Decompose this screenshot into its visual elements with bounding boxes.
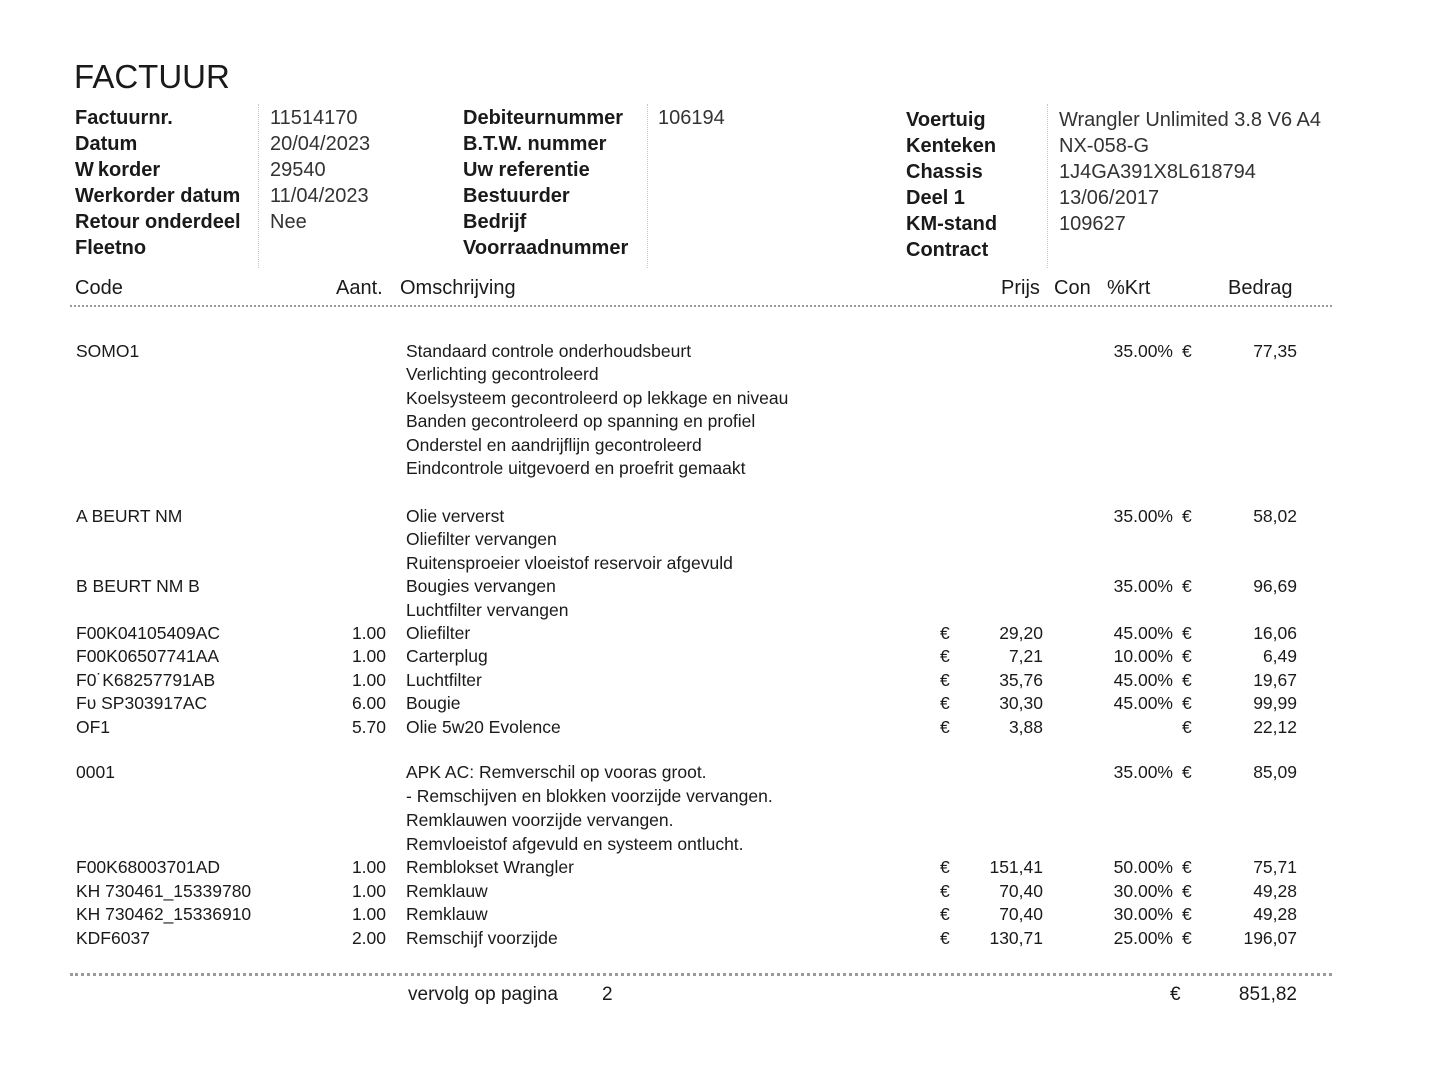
table-row — [0, 760, 1440, 784]
line-price: 70,40 — [999, 881, 1043, 901]
line-description: Koelsysteem gecontroleerd op lekkage en niveau — [406, 388, 789, 408]
line-quantity: 1.00 — [351, 904, 386, 924]
line-description: Remklauw — [406, 881, 488, 901]
line-discount-percent: 25.00% — [1113, 928, 1173, 948]
line-description: Standaard controle onderhoudsbeurt — [406, 341, 692, 361]
return-part: Nee — [270, 211, 307, 233]
invoice-number: 11514170 — [270, 107, 358, 129]
euro-sign: € — [940, 670, 950, 690]
line-amount: 16,06 — [1253, 623, 1297, 643]
table-row — [0, 855, 1440, 879]
header-separator — [1047, 104, 1048, 268]
euro-sign: € — [940, 857, 950, 877]
line-amount: 22,12 — [1253, 717, 1297, 737]
line-discount-percent: 50.00% — [1113, 857, 1173, 877]
your-reference — [658, 157, 725, 183]
euro-sign: € — [940, 693, 950, 713]
euro-sign: € — [1182, 623, 1192, 643]
table-row — [0, 644, 1440, 668]
line-discount-percent: 45.00% — [1113, 623, 1173, 643]
line-description: Bougie — [406, 693, 461, 713]
line-code: OF1 — [76, 717, 111, 737]
table-row — [0, 504, 1440, 528]
line-code: F0˙K68257791AB — [76, 670, 216, 690]
table-row — [0, 527, 1440, 551]
table-row — [0, 386, 1440, 410]
line-price: 29,20 — [999, 623, 1043, 643]
line-amount: 96,69 — [1253, 576, 1297, 596]
header-label: W korder — [75, 159, 161, 181]
fleet-number — [270, 235, 370, 261]
line-code: F00K04105409AC — [76, 623, 220, 643]
header-label: Factuurnr. — [75, 107, 173, 129]
column-header-krt: %Krt — [1107, 277, 1151, 299]
table-row — [0, 551, 1440, 575]
line-description: Remvloeistof afgevuld en systeem ontlucht. — [406, 834, 744, 854]
line-code: SOMO1 — [76, 341, 140, 361]
line-description: Eindcontrole uitgevoerd en proefrit gemaakt — [406, 458, 746, 478]
table-row — [0, 433, 1440, 457]
header-label: Bestuurder — [463, 185, 570, 207]
euro-sign: € — [1182, 904, 1192, 924]
euro-sign: € — [1182, 928, 1192, 948]
line-amount: 85,09 — [1253, 762, 1297, 782]
table-row — [0, 621, 1440, 645]
line-amount: 49,28 — [1253, 881, 1297, 901]
line-description: Olie 5w20 Evolence — [406, 717, 561, 737]
header-separator — [258, 104, 259, 268]
vehicle: Wrangler Unlimited 3.8 V6 A4 — [1059, 109, 1321, 131]
column-header-quantity: Aant. — [336, 277, 383, 299]
line-price: 35,76 — [999, 670, 1043, 690]
line-discount-percent: 30.00% — [1113, 881, 1173, 901]
next-page-number: 2 — [602, 984, 613, 1005]
line-discount-percent: 35.00% — [1113, 762, 1173, 782]
table-row — [0, 409, 1440, 433]
line-price: 151,41 — [989, 857, 1043, 877]
line-description: APK AC: Remverschil op vooras groot. — [406, 762, 707, 782]
line-description: Luchtfilter vervangen — [406, 600, 569, 620]
table-row — [0, 362, 1440, 386]
euro-sign: € — [940, 646, 950, 666]
table-row — [0, 574, 1440, 598]
part-1-date: 13/06/2017 — [1059, 187, 1160, 209]
line-amount: 6,49 — [1262, 646, 1297, 666]
header-label: Deel 1 — [906, 187, 965, 209]
line-description: Remklauw — [406, 904, 488, 924]
line-quantity: 5.70 — [351, 717, 386, 737]
table-row — [0, 691, 1440, 715]
header-left-labels — [75, 105, 241, 261]
debtor-number: 106194 — [658, 107, 725, 129]
column-header-code: Code — [75, 277, 123, 299]
line-amount: 99,99 — [1253, 693, 1297, 713]
line-code: A BEURT NM — [76, 506, 183, 526]
line-description: Oliefilter — [406, 623, 471, 643]
driver — [658, 183, 725, 209]
continued-label: vervolg op pagina — [408, 984, 558, 1005]
table-row — [0, 808, 1440, 832]
line-discount-percent: 30.00% — [1113, 904, 1173, 924]
line-code: Fᴜ SP303917AC — [76, 693, 208, 713]
line-discount-percent: 45.00% — [1113, 693, 1173, 713]
euro-sign: € — [1182, 646, 1192, 666]
table-row — [0, 456, 1440, 480]
table-row — [0, 879, 1440, 903]
line-price: 130,71 — [989, 928, 1043, 948]
line-quantity: 1.00 — [351, 670, 386, 690]
table-row — [0, 668, 1440, 692]
header-label: KM-stand — [906, 213, 998, 235]
line-discount-percent: 35.00% — [1113, 576, 1173, 596]
header-label: Kenteken — [906, 135, 997, 157]
invoice-date: 20/04/2023 — [270, 133, 371, 155]
line-description: - Remschijven en blokken voorzijde vervangen. — [406, 786, 773, 806]
line-amount: 49,28 — [1253, 904, 1297, 924]
line-code: 0001 — [76, 762, 115, 782]
euro-sign: € — [940, 717, 950, 737]
line-description: Verlichting gecontroleerd — [406, 364, 599, 384]
chassis-number: 1J4GA391X8L618794 — [1059, 161, 1256, 183]
invoice-title: FACTUUR — [74, 58, 230, 95]
euro-sign: € — [1182, 857, 1192, 877]
header-label: Chassis — [906, 161, 983, 183]
line-quantity: 1.00 — [351, 623, 386, 643]
line-amount: 58,02 — [1253, 506, 1297, 526]
line-quantity: 6.00 — [351, 693, 386, 713]
euro-sign: € — [1182, 881, 1192, 901]
line-amount: 75,71 — [1253, 857, 1297, 877]
line-description: Luchtfilter — [406, 670, 482, 690]
header-label: Werkorder datum — [75, 185, 241, 207]
license-plate: NX-058-G — [1059, 135, 1150, 157]
header-label: Retour onderdeel — [75, 211, 241, 233]
header-middle-values — [658, 105, 725, 261]
line-discount-percent: 35.00% — [1113, 341, 1173, 361]
header-label: Bedrijf — [463, 211, 527, 233]
line-code: KH 730462_15336910 — [76, 904, 252, 924]
euro-sign: € — [940, 623, 950, 643]
line-discount-percent: 45.00% — [1113, 670, 1173, 690]
line-amount: 19,67 — [1253, 670, 1297, 690]
line-description: Oliefilter vervangen — [406, 529, 557, 549]
euro-sign: € — [1182, 506, 1192, 526]
header-label: B.T.W. nummer — [463, 133, 607, 155]
line-amount: 196,07 — [1243, 928, 1297, 948]
line-description: Remschijf voorzijde — [406, 928, 558, 948]
line-description: Remblokset Wrangler — [406, 857, 574, 877]
line-amount: 77,35 — [1253, 341, 1297, 361]
stock-number — [658, 235, 725, 261]
line-description: Remklauwen voorzijde vervangen. — [406, 810, 674, 830]
line-price: 30,30 — [999, 693, 1043, 713]
table-row — [0, 598, 1440, 622]
header-separator — [647, 104, 648, 268]
line-description: Onderstel en aandrijflijn gecontroleerd — [406, 435, 702, 455]
euro-sign: € — [1182, 670, 1192, 690]
table-row — [0, 715, 1440, 739]
euro-sign: € — [1182, 717, 1192, 737]
header-label: Contract — [906, 239, 989, 261]
table-row — [0, 902, 1440, 926]
contract — [1059, 237, 1321, 263]
header-label: Uw referentie — [463, 159, 590, 181]
work-order: 29540 — [270, 159, 326, 181]
mileage: 109627 — [1059, 213, 1126, 235]
line-quantity: 1.00 — [351, 881, 386, 901]
line-description: Carterplug — [406, 646, 488, 666]
table-row — [0, 926, 1440, 950]
euro-sign: € — [1182, 693, 1192, 713]
vat-number — [658, 131, 725, 157]
footer-rule — [70, 973, 1332, 976]
total-currency: € — [1170, 984, 1181, 1005]
header-right-values — [1059, 107, 1321, 263]
euro-sign: € — [1182, 341, 1192, 361]
euro-sign: € — [940, 928, 950, 948]
euro-sign: € — [940, 904, 950, 924]
line-description: Olie ververst — [406, 506, 505, 526]
line-description: Ruitensproeier vloeistof reservoir afgevuld — [406, 553, 733, 573]
euro-sign: € — [1182, 576, 1192, 596]
line-description: Banden gecontroleerd op spanning en profiel — [406, 411, 756, 431]
line-price: 70,40 — [999, 904, 1043, 924]
line-quantity: 1.00 — [351, 857, 386, 877]
line-code: KDF6037 — [76, 928, 150, 948]
line-quantity: 1.00 — [351, 646, 386, 666]
header-label: Debiteurnummer — [463, 107, 624, 129]
column-header-con: Con — [1054, 277, 1091, 299]
company — [658, 209, 725, 235]
line-code: F00K68003701AD — [76, 857, 220, 877]
table-row — [0, 832, 1440, 856]
header-label: Voorraadnummer — [463, 237, 629, 259]
line-quantity: 2.00 — [351, 928, 386, 948]
column-header-amount: Bedrag — [1228, 277, 1293, 299]
line-code: KH 730461_15339780 — [76, 881, 252, 901]
invoice-total: 851,82 — [1238, 984, 1297, 1005]
line-code: F00K06507741AA — [76, 646, 220, 666]
line-code: B BEURT NM B — [76, 576, 200, 596]
header-rule — [70, 305, 1332, 307]
header-left-values — [270, 105, 370, 261]
header-label: Fleetno — [75, 237, 147, 259]
line-discount-percent: 10.00% — [1113, 646, 1173, 666]
column-header-price: Prijs — [1001, 277, 1040, 299]
line-discount-percent: 35.00% — [1113, 506, 1173, 526]
header-middle-labels — [463, 105, 628, 261]
line-price: 3,88 — [1008, 717, 1043, 737]
line-price: 7,21 — [1008, 646, 1043, 666]
euro-sign: € — [1182, 762, 1192, 782]
header-label: Datum — [75, 133, 138, 155]
table-row — [0, 339, 1440, 363]
line-description: Bougies vervangen — [406, 576, 556, 596]
euro-sign: € — [940, 881, 950, 901]
work-order-date: 11/04/2023 — [270, 185, 369, 207]
table-row — [0, 784, 1440, 808]
header-label: Voertuig — [906, 109, 986, 131]
column-header-description: Omschrijving — [400, 277, 516, 299]
header-right-labels — [906, 107, 997, 263]
